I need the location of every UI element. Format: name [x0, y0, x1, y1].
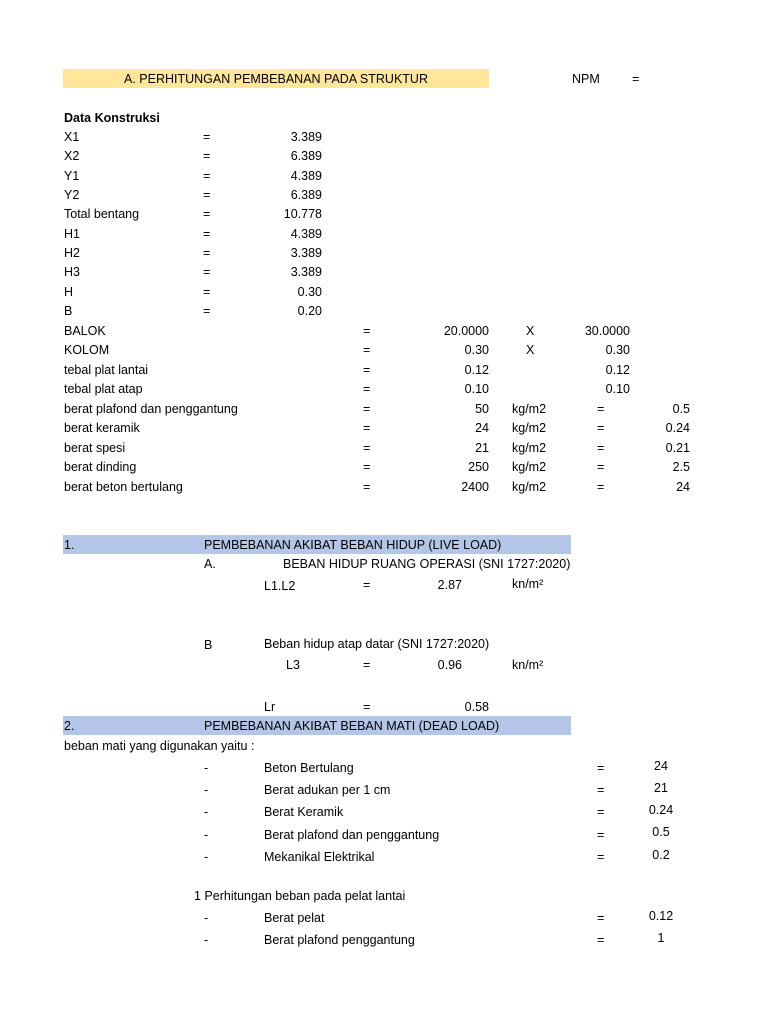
- row-converted: 2.5: [672, 460, 690, 474]
- row-label: berat spesi: [64, 441, 126, 455]
- row-label: H3: [64, 265, 80, 279]
- row-equals: =: [363, 460, 371, 474]
- row-equals: =: [363, 343, 371, 357]
- row-value-1: 20.0000: [443, 324, 489, 338]
- row-label: berat beton bertulang: [64, 480, 183, 494]
- row-equals: =: [363, 441, 371, 455]
- row-value-2: 30.0000: [584, 324, 630, 338]
- row-value: 3.389: [290, 130, 322, 144]
- row-value: 6.389: [290, 188, 322, 202]
- row-label: Total bentang: [64, 207, 140, 221]
- row-value-2: 0.10: [605, 382, 630, 396]
- row-equals: =: [203, 130, 211, 144]
- section1-b-label: B: [204, 638, 213, 652]
- row-equals-2: =: [597, 480, 605, 494]
- row-times: X: [526, 324, 535, 338]
- npm-label: NPM: [572, 72, 600, 86]
- l1l2-unit: kn/m²: [512, 577, 544, 591]
- section1-title: PEMBEBANAN AKIBAT BEBAN HIDUP (LIVE LOAD): [204, 538, 502, 552]
- row-converted: 0.24: [665, 421, 690, 435]
- row-equals: =: [203, 227, 211, 241]
- row-value: 0.20: [297, 304, 322, 318]
- row-equals: =: [203, 169, 211, 183]
- l1l2-value: 2.87: [437, 578, 462, 592]
- row-equals: =: [203, 265, 211, 279]
- row-label: H1: [64, 227, 80, 241]
- row-equals: =: [203, 304, 211, 318]
- row-value: 21: [475, 441, 489, 455]
- item-value: 0.24: [648, 803, 674, 817]
- row-equals: =: [363, 421, 371, 435]
- data-konstruksi-heading: Data Konstruksi: [64, 111, 160, 125]
- l3-value: 0.96: [437, 658, 462, 672]
- lr-label: Lr: [264, 700, 276, 714]
- row-label: berat dinding: [64, 460, 137, 474]
- row-value-2: 0.12: [605, 363, 630, 377]
- row-equals: =: [363, 382, 371, 396]
- row-unit: kg/m2: [512, 480, 547, 494]
- row-value: 6.389: [290, 149, 322, 163]
- item-label: Berat Keramik: [264, 805, 344, 819]
- section1-b-title: Beban hidup atap datar (SNI 1727:2020): [264, 637, 490, 651]
- npm-equals: =: [632, 72, 640, 86]
- row-label: X1: [64, 130, 80, 144]
- item-dash: -: [204, 828, 209, 842]
- row-label: BALOK: [64, 324, 106, 338]
- row-value-1: 0.10: [464, 382, 489, 396]
- row-equals-2: =: [597, 441, 605, 455]
- section1-number: 1.: [64, 538, 75, 552]
- row-equals-2: =: [597, 402, 605, 416]
- row-unit: kg/m2: [512, 441, 547, 455]
- row-label: tebal plat lantai: [64, 363, 149, 377]
- item-dash: -: [204, 805, 209, 819]
- row-label: Y2: [64, 188, 80, 202]
- row-value: 250: [468, 460, 489, 474]
- item-label: Beton Bertulang: [264, 761, 354, 775]
- section2-number: 2.: [64, 719, 75, 733]
- item-equals: =: [597, 911, 605, 925]
- row-equals: =: [363, 402, 371, 416]
- row-label: Y1: [64, 169, 80, 183]
- item-equals: =: [597, 761, 605, 775]
- row-label: berat plafond dan penggantung: [64, 402, 238, 416]
- row-value: 10.778: [283, 207, 322, 221]
- item-dash: -: [204, 911, 209, 925]
- item-equals: =: [597, 783, 605, 797]
- item-label: Berat adukan per 1 cm: [264, 783, 391, 797]
- item-label: Mekanikal Elektrikal: [264, 850, 375, 864]
- l3-label: L3: [286, 658, 300, 672]
- row-value: 0.30: [297, 285, 322, 299]
- item-equals: =: [597, 828, 605, 842]
- l3-unit: kn/m²: [512, 658, 544, 672]
- item-value: 0.2: [652, 848, 670, 862]
- row-value: 24: [475, 421, 489, 435]
- row-equals: =: [203, 285, 211, 299]
- item-equals: =: [597, 933, 605, 947]
- row-label: X2: [64, 149, 80, 163]
- item-dash: -: [204, 850, 209, 864]
- row-equals-2: =: [597, 460, 605, 474]
- row-value-2: 0.30: [605, 343, 630, 357]
- row-equals-2: =: [597, 421, 605, 435]
- row-equals: =: [363, 480, 371, 494]
- row-label: berat keramik: [64, 421, 140, 435]
- row-unit: kg/m2: [512, 402, 547, 416]
- item-label: Berat plafond penggantung: [264, 933, 415, 947]
- section1-a-label: A.: [204, 557, 216, 571]
- row-label: tebal plat atap: [64, 382, 143, 396]
- row-converted: 24: [676, 480, 690, 494]
- l3-equals: =: [363, 658, 371, 672]
- page-title: A. PERHITUNGAN PEMBEBANAN PADA STRUKTUR: [124, 72, 428, 86]
- section2-intro: beban mati yang digunakan yaitu :: [64, 739, 255, 753]
- item-equals: =: [597, 805, 605, 819]
- row-label: B: [64, 304, 73, 318]
- row-value-1: 0.30: [464, 343, 489, 357]
- item-value: 1: [657, 931, 665, 945]
- row-value: 2400: [461, 480, 489, 494]
- item-dash: -: [204, 761, 209, 775]
- row-converted: 0.21: [665, 441, 690, 455]
- row-equals: =: [203, 246, 211, 260]
- row-label: H: [64, 285, 74, 299]
- row-equals: =: [203, 149, 211, 163]
- row-value: 4.389: [290, 169, 322, 183]
- row-converted: 0.5: [672, 402, 690, 416]
- l1l2-label: L1.L2: [264, 579, 296, 593]
- row-label: KOLOM: [64, 343, 110, 357]
- row-equals: =: [363, 324, 371, 338]
- item-dash: -: [204, 783, 209, 797]
- item-value: 21: [654, 781, 668, 795]
- l1l2-equals: =: [363, 578, 371, 592]
- item-label: Berat plafond dan penggantung: [264, 828, 440, 842]
- row-equals: =: [363, 363, 371, 377]
- row-unit: kg/m2: [512, 460, 547, 474]
- item-value: 0.5: [652, 825, 670, 839]
- row-label: H2: [64, 246, 80, 260]
- item-value: 0.12: [648, 909, 674, 923]
- item-equals: =: [597, 850, 605, 864]
- row-value: 3.389: [290, 246, 322, 260]
- row-value-1: 0.12: [464, 363, 489, 377]
- row-unit: kg/m2: [512, 421, 547, 435]
- item-label: Berat pelat: [264, 911, 325, 925]
- section1-a-title: BEBAN HIDUP RUANG OPERASI (SNI 1727:2020): [283, 557, 571, 571]
- row-value: 4.389: [290, 227, 322, 241]
- subsection-heading: 1 Perhitungan beban pada pelat lantai: [194, 889, 406, 903]
- lr-equals: =: [363, 700, 371, 714]
- item-dash: -: [204, 933, 209, 947]
- row-value: 3.389: [290, 265, 322, 279]
- lr-value: 0.58: [464, 700, 489, 714]
- row-times: X: [526, 343, 535, 357]
- section2-title: PEMBEBANAN AKIBAT BEBAN MATI (DEAD LOAD): [204, 719, 500, 733]
- row-value: 50: [475, 402, 489, 416]
- row-equals: =: [203, 207, 211, 221]
- row-equals: =: [203, 188, 211, 202]
- item-value: 24: [654, 759, 668, 773]
